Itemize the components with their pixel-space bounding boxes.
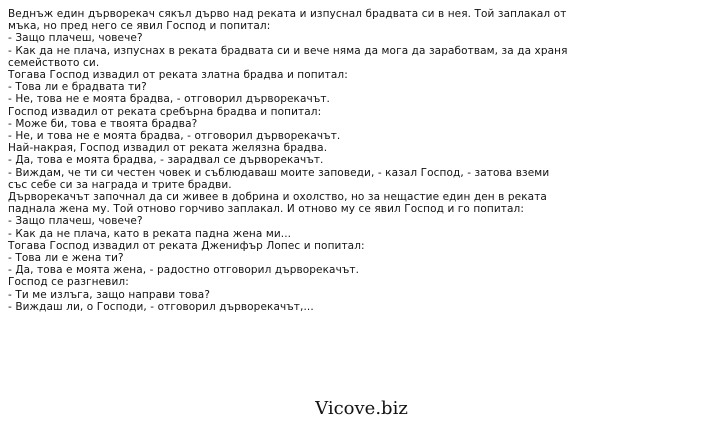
text-line: - Ти ме излъга, защо направи това?	[8, 288, 211, 301]
text-line: - Виждаш ли, о Господи, - отговорил дърворекачът,...	[8, 300, 314, 313]
text-line: - Да, това е моята брадва, - зарадвал се дърворекачът.	[8, 154, 324, 167]
text-line: Дърворекачът започнал да си живее в добрина и охолство, но за нещастие един ден в реката	[8, 191, 547, 204]
text-line: - Не, и това не е моята брадва, - отговорил дърворекачът.	[8, 130, 341, 143]
text-line: - Защо плачеш, човече?	[8, 215, 143, 228]
text-line: - Как да не плача, като в реката падна жена ми...	[8, 227, 292, 240]
text-line: Тогава Господ извадил от реката златна брадва и попитал:	[8, 69, 348, 82]
text-line: паднала жена му. Той отново горчиво заплакал. И отново му се явил Господ и го попитал:	[8, 203, 524, 216]
text-line: - Виждам, че ти си честен човек и съблюдаваш моите заповеди, - казал Господ, - затова вземи	[8, 166, 550, 179]
text-line: мъка, но пред него се явил Господ и попитал:	[8, 20, 271, 33]
text-line: - Как да не плача, изпуснах в реката брадвата си и вече няма да мога да заработвам, за да храня	[8, 44, 568, 57]
text-line: - Това ли е жена ти?	[8, 252, 124, 265]
site-brand: Vicove.biz	[315, 398, 408, 419]
text-line: със себе си за награда и трите брадви.	[8, 178, 232, 191]
text-line: Господ се разгневил:	[8, 276, 129, 289]
text-line: - Може би, това е твоята брадва?	[8, 117, 198, 130]
text-line: - Не, това не е моята брадва, - отговорил дърворекачът.	[8, 93, 330, 106]
text-line: - Да, това е моята жена, - радостно отговорил дърворекачът.	[8, 264, 360, 277]
text-line: - Защо плачеш, човече?	[8, 32, 143, 45]
text-line: Най-накрая, Господ извадил от реката желязна брадва.	[8, 142, 328, 155]
text-line: Веднъж един дърворекач сякъл дърво над реката и изпуснал брадвата си в нея. Той заплакал от	[8, 8, 567, 20]
text-line: Тогава Господ извадил от реката Дженифър Лопес и попитал:	[8, 239, 365, 252]
text-line: - Това ли е брадвата ти?	[8, 81, 147, 94]
text-line: семейството си.	[8, 56, 100, 69]
text-line: Господ извадил от реката сребърна брадва и попитал:	[8, 105, 322, 118]
joke-text	[8, 8, 708, 313]
